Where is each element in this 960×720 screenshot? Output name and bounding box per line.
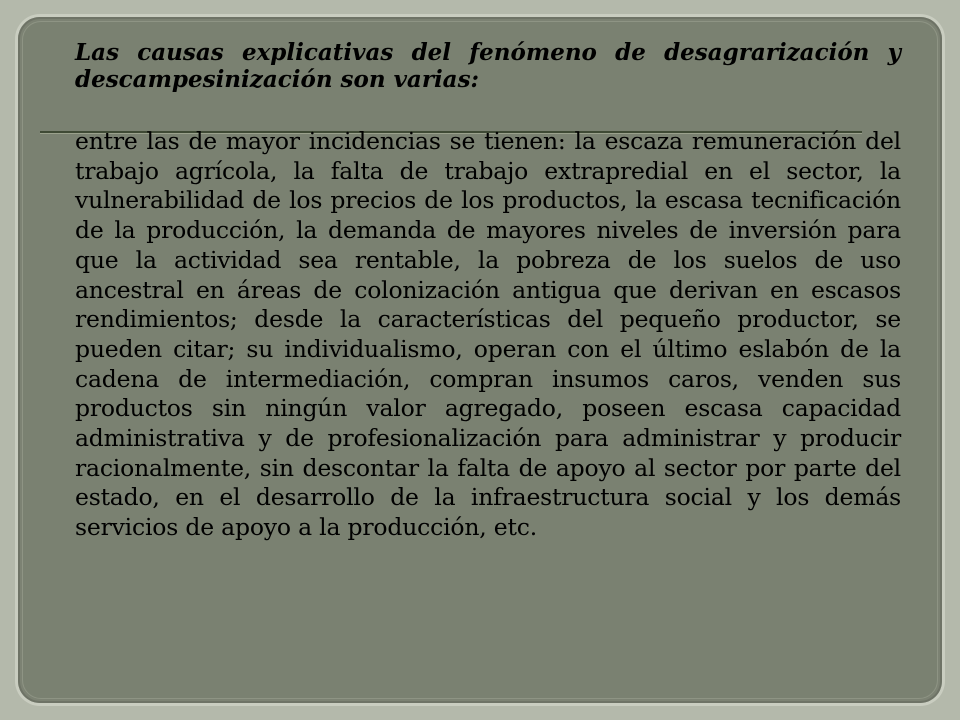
slide-content bbox=[75, 39, 901, 543]
slide-body-text: entre las de mayor incidencias se tienen: la escaza remuneración del trabajo agrícola, la falta de trabajo extrapredial en el sector, la vulnerabilidad de los precios de los productos, la escasa tecnificación de la producción, la demanda de mayores niveles de inversión para que la actividad sea rentable, la pobreza de los suelos de uso ancestral en áreas de colonización antigua que derivan en escasos rendimientos; desde la características del pequeño productor, se pueden citar; su individualismo, operan con el último eslabón de la cadena de intermediación, compran insumos caros, venden sus productos sin ningún valor agregado, poseen escasa capacidad administrativa y de profesionalización para administrar y producir racionalmente, sin descontar la falta de apoyo al sector por parte del estado, en el desarrollo de la infraestructura social y los demás servicios de apoyo a la producción, etc. bbox=[75, 127, 901, 542]
slide-heading: Las causas explicativas del fenómeno de desagrarización y descampesinización son varias: bbox=[75, 39, 901, 93]
